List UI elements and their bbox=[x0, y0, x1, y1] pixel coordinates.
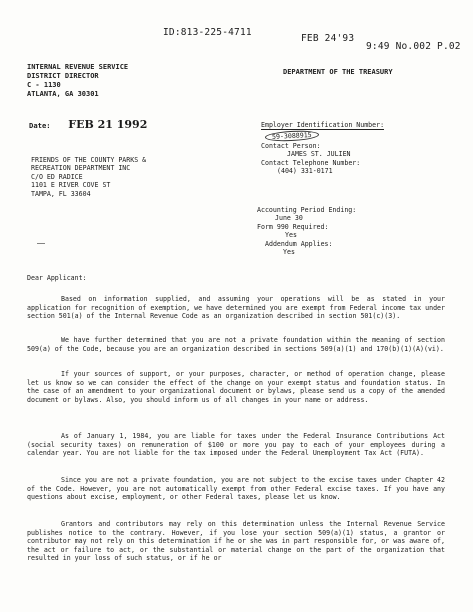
date-label: Date: bbox=[29, 121, 51, 130]
recipient-line: FRIENDS OF THE COUNTY PARKS & bbox=[31, 156, 147, 164]
recipient-line: 1101 E RIVER COVE ST bbox=[31, 181, 111, 190]
phone-label: Contact Telephone Number: bbox=[261, 158, 361, 167]
paragraph-text: As of January 1, 1984, you are liable for taxes under the Federal Insurance Contributions Act (social security taxes) on remuneration of $100 or more you pay to each of your employees during a calendar year. You are not liable for the tax imposed under the Federal Unemployment Tax Act (FUTA). bbox=[27, 432, 445, 458]
body-paragraph bbox=[27, 295, 445, 321]
recipient-address bbox=[31, 156, 146, 198]
paragraph-text: Based on information supplied, and assuming your operations will be as stated in your application for recognition of exemption, we have determined you are exempt from Federal income tax under section 501(a) of the Internal Revenue Code as an organization described in section 501(c)(3). bbox=[27, 295, 445, 321]
sender-line: DISTRICT DIRECTOR bbox=[27, 72, 99, 80]
date-stamp: FEB 21 1992 bbox=[68, 118, 148, 131]
date-block bbox=[29, 113, 147, 132]
body-paragraph bbox=[27, 336, 445, 353]
body-paragraph bbox=[27, 370, 445, 404]
period-value: June 30 bbox=[275, 214, 303, 223]
department-heading: DEPARTMENT OF THE TREASURY bbox=[283, 68, 393, 76]
body-paragraph bbox=[27, 432, 445, 458]
addendum-value: Yes bbox=[283, 248, 295, 257]
detail-column bbox=[261, 121, 384, 175]
sender-line: C - 1130 bbox=[27, 81, 61, 89]
accounting-block bbox=[257, 206, 356, 256]
sender-line: ATLANTA, GA 30301 bbox=[27, 90, 99, 98]
form-990-value: Yes bbox=[285, 231, 297, 240]
paragraph-text: Since you are not a private foundation, you are not subject to the excise taxes under Chapter 42 of the Code. However, you are not automatically exempt from other Federal excise taxes. If you have any questions about excise, employment, or other Federal taxes, please let us know. bbox=[27, 476, 445, 502]
phone-value: (404) 331-0171 bbox=[277, 167, 333, 176]
paragraph-text: If your sources of support, or your purposes, character, or method of operation change, please let us know so we can consider the effect of the change on your exempt status and foundation status. In the case of an amendment to your organizational document or bylaws, please send us a copy of the amended document or bylaws. Also, you should inform us of all changes in your name or address. bbox=[27, 370, 445, 404]
addendum-label: Addendum Applies: bbox=[265, 239, 333, 248]
paragraph-text: Grantors and contributors may rely on this determination unless the Internal Revenue Service publishes notice to the contrary. However, if you lose your section 509(a)(1) status, a grantor or contributor may not rely on this determination if he or she was in part responsible for, or was aware of, the act or failure to act, or the substantial or material change on the part of the organization that resulted in your loss of such status, or if he or bbox=[27, 520, 445, 563]
fax-date: FEB 24'93 bbox=[301, 33, 355, 44]
fax-time-page: 9:49 No.002 P.02 bbox=[366, 41, 461, 52]
period-label: Accounting Period Ending: bbox=[257, 206, 357, 214]
ein-value: 59-3088915 bbox=[265, 130, 319, 143]
recipient-line: C/O ED RADICE bbox=[31, 172, 83, 181]
sender-line: INTERNAL REVENUE SERVICE bbox=[27, 63, 129, 71]
paragraph-text: We have further determined that you are not a private foundation within the meaning of section 509(a) of the Code, because you are an organization described in sections 509(a)(1) and 170(b)(1)(A)(vi). bbox=[27, 336, 445, 353]
fax-id: ID:813-225-4711 bbox=[163, 27, 252, 38]
body-paragraph bbox=[27, 520, 445, 606]
contact-label: Contact Person: bbox=[261, 141, 321, 150]
salutation: Dear Applicant: bbox=[27, 274, 87, 282]
margin-mark bbox=[37, 243, 45, 244]
ein-label: Employer Identification Number: bbox=[261, 121, 385, 129]
contact-value: JAMES ST. JULIEN bbox=[287, 150, 351, 159]
body-paragraph bbox=[27, 476, 445, 502]
form-990-label: Form 990 Required: bbox=[257, 222, 329, 231]
recipient-line: RECREATION DEPARTMENT INC bbox=[31, 164, 131, 173]
sender-address bbox=[27, 63, 128, 99]
recipient-line: TAMPA, FL 33604 bbox=[31, 189, 91, 198]
